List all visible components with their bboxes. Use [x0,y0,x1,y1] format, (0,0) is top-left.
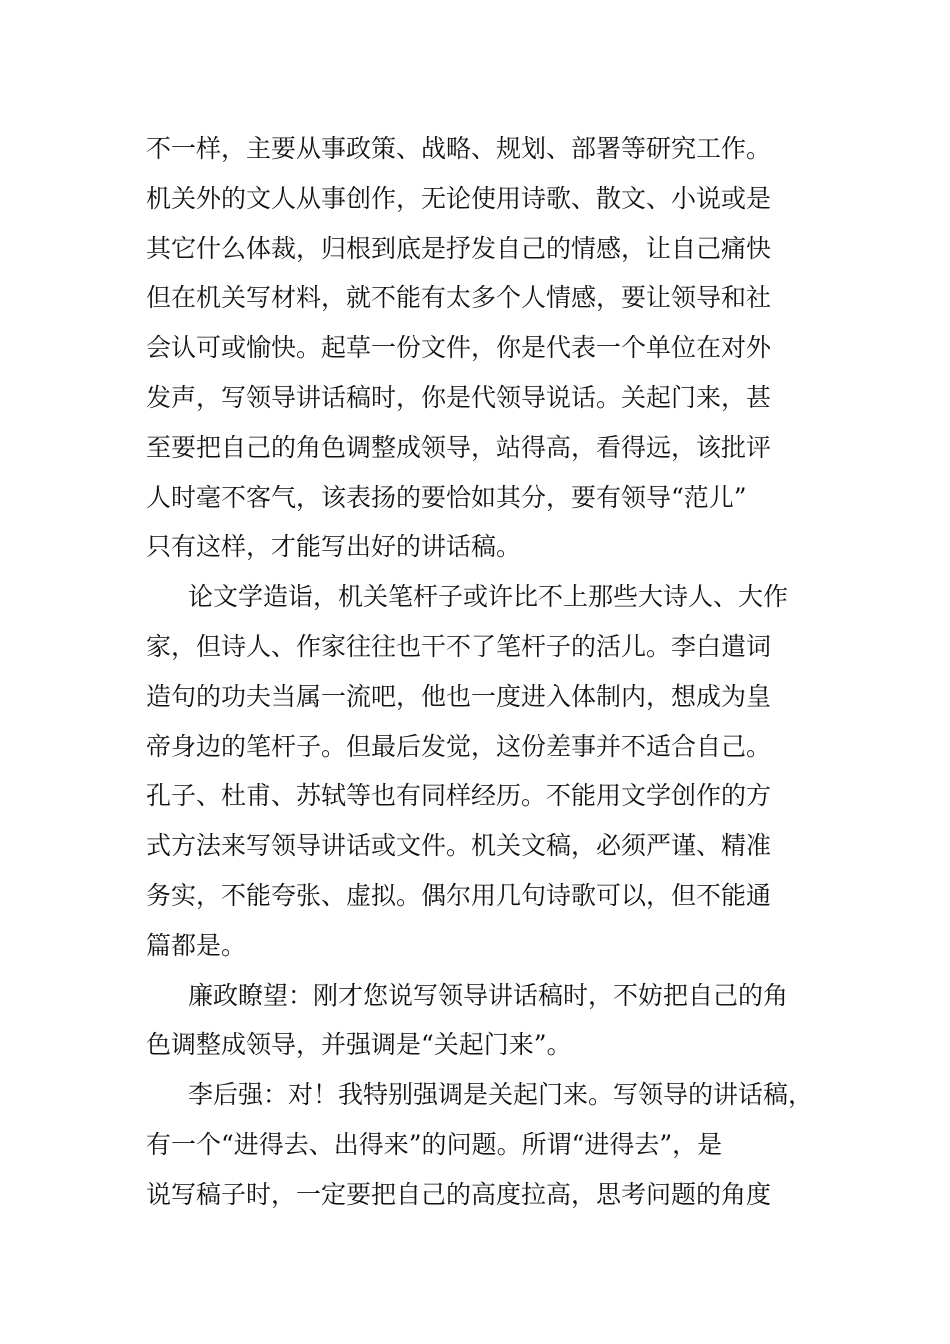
text-line: 有一个“进得去、出得来”的问题。所谓“进得去”，是 [146,1129,723,1159]
text-line: 篇都是。 [146,930,247,960]
text-line: 家，但诗人、作家往往也干不了笔杆子的活儿。李白遣词 [146,631,772,661]
text-line: 孔子、杜甫、苏轼等也有同样经历。不能用文学创作的方 [146,781,772,811]
text-line: 人时毫不客气，该表扬的要恰如其分，要有领导“范儿” [146,482,747,512]
text-line: 造句的功夫当属一流吧，他也一度进入体制内，想成为皇 [146,681,772,711]
text-line: 会认可或愉快。起草一份文件，你是代表一个单位在对外 [146,333,772,363]
paragraph-start-line: 廉政瞭望：刚才您说写领导讲话稿时，不妨把自己的角 [188,980,789,1010]
text-line: 其它什么体裁，归根到底是抒发自己的情感，让自己痛快 [146,233,772,263]
text-line: 帝身边的笔杆子。但最后发觉，这份差事并不适合自己。 [146,731,772,761]
text-line: 发声，写领导讲话稿时，你是代领导说话。关起门来，甚 [146,382,772,412]
text-line: 式方法来写领导讲话或文件。机关文稿，必须严谨、精准 [146,831,772,861]
text-line: 说写稿子时，一定要把自己的高度拉高，思考问题的角度 [146,1179,772,1209]
text-line: 但在机关写材料，就不能有太多个人情感，要让领导和社 [146,283,772,313]
document-page [146,124,826,1220]
text-line: 只有这样，才能写出好的讲话稿。 [146,532,522,562]
text-line: 务实，不能夸张、虚拟。偶尔用几句诗歌可以，但不能通 [146,880,772,910]
paragraph-start-line: 论文学造诣，机关笔杆子或许比不上那些大诗人、大作 [188,582,789,612]
text-line: 至要把自己的角色调整成领导，站得高，看得远，该批评 [146,432,772,462]
paragraph-start-line: 李后强：对！我特别强调是关起门来。写领导的讲话稿， [188,1080,814,1110]
text-line: 机关外的文人从事创作，无论使用诗歌、散文、小说或是 [146,183,772,213]
text-line: 不一样，主要从事政策、战略、规划、部署等研究工作。 [146,134,772,163]
text-line: 色调整成领导，并强调是“关起门来”。 [146,1030,572,1060]
